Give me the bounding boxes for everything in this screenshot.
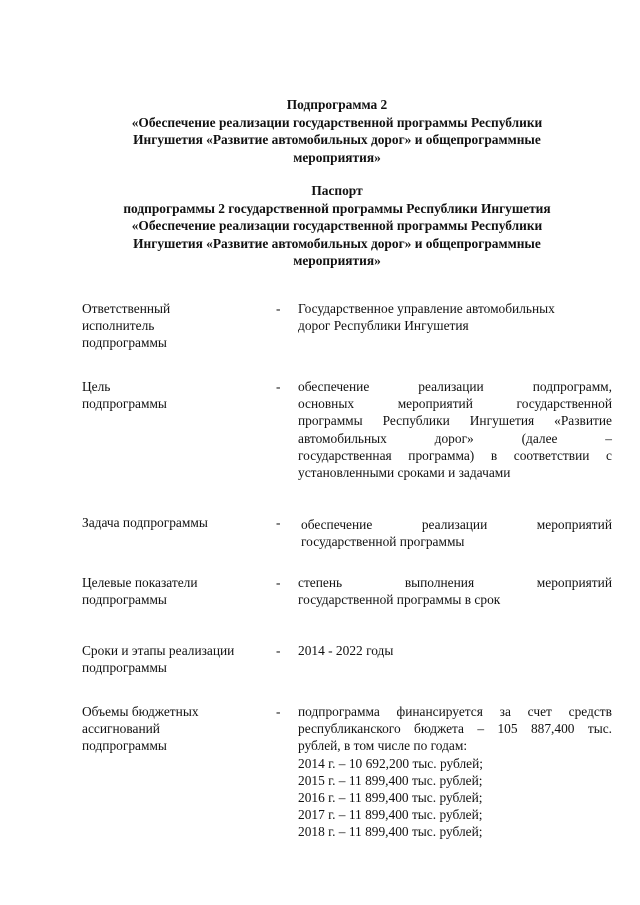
row-value — [298, 703, 612, 841]
row-dash: - — [276, 515, 281, 530]
subprogram-title-line: мероприятия» — [293, 149, 381, 165]
row-value-line: 2015 г. – 11 899,400 тыс. рублей; — [298, 772, 483, 788]
row-value — [298, 378, 612, 481]
row-value-line: государственная программа) в соответствии с — [298, 447, 612, 463]
row-value-line: дорог Республики Ингушетия — [298, 318, 469, 334]
passport-title-line: «Обеспечение реализации государственной программы Республики — [131, 218, 543, 233]
row-label-line: Целевые показатели — [82, 575, 198, 590]
row-value-line: установленными сроками и задачами — [298, 465, 511, 481]
row-value-line: Государственное управление автомобильных — [298, 301, 555, 316]
row-label-line: подпрограммы — [82, 660, 167, 676]
row-value-line: обеспечение реализации подпрограмм, — [298, 379, 612, 394]
row-label-line: Цель — [82, 379, 111, 394]
row-label — [82, 574, 272, 608]
row-value — [301, 516, 612, 550]
row-value — [298, 300, 612, 334]
row-value-line: автомобильных дорог» (далее – — [298, 430, 612, 446]
row-dash: - — [276, 379, 281, 394]
row-label — [82, 703, 272, 755]
subprogram-title-line: Ингушетия «Развитие автомобильных дорог» и общепрограммные — [133, 132, 541, 147]
row-label — [82, 642, 272, 676]
row-label-line: ассигнований — [82, 721, 160, 737]
passport-title-line: подпрограммы 2 государственной программы Республики Ингушетия — [123, 200, 551, 216]
passport-title-line: мероприятия» — [293, 253, 381, 268]
row-value-line: 2014 - 2022 годы — [298, 643, 394, 658]
row-value-line: 2014 г. – 10 692,200 тыс. рублей; — [298, 755, 483, 771]
row-label-line: Ответственный — [82, 301, 171, 316]
row-label-line: подпрограммы — [82, 738, 167, 754]
passport-title-line: Паспорт — [311, 183, 363, 198]
row-value-line: рублей, в том числе по годам: — [298, 738, 468, 754]
subprogram-title-line: Подпрограмма 2 — [286, 97, 388, 112]
row-dash: - — [276, 704, 281, 719]
row-value-line: степень выполнения мероприятий — [298, 575, 612, 590]
row-label-line: исполнитель — [82, 318, 155, 334]
row-label — [82, 300, 272, 352]
row-label-line: Сроки и этапы реализации — [82, 643, 235, 658]
row-value-line: 2017 г. – 11 899,400 тыс. рублей; — [298, 807, 483, 823]
row-dash: - — [276, 575, 281, 590]
row-value-line: государственной программы в срок — [298, 592, 501, 608]
row-value-line: государственной программы — [301, 534, 465, 550]
row-value-line: 2018 г. – 11 899,400 тыс. рублей; — [298, 824, 483, 840]
row-value-line: обеспечение реализации мероприятий — [301, 517, 612, 532]
row-value-line: республиканского бюджета – 105 887,400 тыс. — [298, 721, 612, 737]
row-value-line: подпрограмма финансируется за счет средств — [298, 704, 612, 719]
row-label — [82, 514, 272, 531]
row-label — [82, 378, 272, 412]
row-label-line: Объемы бюджетных — [82, 704, 199, 719]
row-label-line: Задача подпрограммы — [82, 515, 208, 530]
row-label-line: подпрограммы — [82, 396, 167, 412]
passport-title — [80, 182, 594, 270]
subprogram-title-line: «Обеспечение реализации государственной программы Республики — [131, 114, 543, 130]
row-value-line: основных мероприятий государственной — [298, 396, 612, 412]
row-value — [298, 574, 612, 608]
row-value-line: программы Республики Ингушетия «Развитие — [298, 413, 612, 429]
subprogram-title — [80, 96, 594, 166]
row-value — [298, 642, 612, 659]
row-label-line: подпрограммы — [82, 592, 167, 608]
passport-title-line: Ингушетия «Развитие автомобильных дорог» и общепрограммные — [133, 235, 541, 251]
row-label-line: подпрограммы — [82, 335, 167, 351]
row-value-line: 2016 г. – 11 899,400 тыс. рублей; — [298, 790, 483, 806]
row-dash: - — [276, 301, 281, 316]
row-dash: - — [276, 643, 281, 658]
